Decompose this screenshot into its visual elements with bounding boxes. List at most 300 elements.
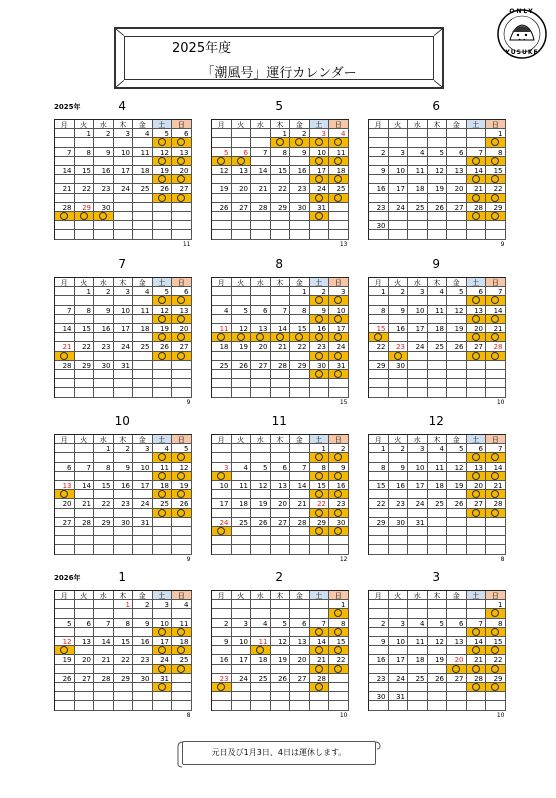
circle-mark-icon — [158, 138, 166, 146]
date-cell — [408, 361, 428, 370]
date-cell: 7 — [486, 444, 506, 453]
date-cell — [55, 536, 75, 545]
date-cell: 13 — [172, 148, 192, 157]
operation-cell — [389, 296, 409, 305]
weekday-header: 金 — [133, 278, 153, 287]
operation-cell — [428, 296, 448, 305]
date-cell: 22 — [486, 655, 506, 664]
operation-cell — [369, 296, 389, 305]
operation-cell — [447, 333, 467, 342]
operation-cell — [232, 212, 252, 221]
operation-cell — [75, 315, 95, 324]
weekday-header: 月 — [55, 591, 75, 600]
date-cell: 12 — [172, 463, 192, 472]
date-cell: 18 — [428, 481, 448, 490]
date-cell: 27 — [172, 342, 192, 351]
date-cell — [94, 379, 114, 388]
date-cell — [369, 600, 389, 609]
date-cell — [408, 692, 428, 701]
date-cell: 12 — [212, 166, 232, 175]
operation-cell — [290, 609, 310, 618]
date-cell — [212, 536, 232, 545]
operation-day-marker — [153, 157, 173, 166]
operation-day-marker — [310, 212, 330, 221]
date-cell — [153, 203, 173, 212]
date-cell — [310, 536, 330, 545]
date-cell: 30 — [310, 361, 330, 370]
date-cell: 16 — [94, 166, 114, 175]
date-cell: 16 — [212, 655, 232, 664]
operation-day-marker — [329, 646, 349, 655]
date-cell: 25 — [133, 342, 153, 351]
date-cell: 23 — [389, 499, 409, 508]
operation-cell — [172, 545, 192, 554]
operation-cell — [133, 370, 153, 379]
operation-cell — [94, 296, 114, 305]
date-cell: 4 — [408, 619, 428, 628]
operation-cell — [310, 230, 330, 239]
date-cell — [389, 129, 409, 138]
operation-cell — [114, 296, 134, 305]
date-cell: 13 — [467, 463, 487, 472]
date-cell — [389, 379, 409, 388]
operation-day-marker — [329, 157, 349, 166]
month-calendar — [54, 590, 192, 711]
operation-cell — [133, 194, 153, 203]
date-cell: 8 — [369, 306, 389, 315]
circle-mark-icon — [177, 296, 185, 304]
operation-day-marker — [172, 296, 192, 305]
operation-day-marker — [467, 472, 487, 481]
date-cell: 14 — [467, 166, 487, 175]
date-cell: 16 — [329, 481, 349, 490]
date-cell — [447, 379, 467, 388]
circle-mark-icon — [177, 472, 185, 480]
date-cell: 28 — [251, 203, 271, 212]
weekday-header: 金 — [133, 435, 153, 444]
circle-mark-icon — [158, 315, 166, 323]
operation-cell — [212, 509, 232, 518]
weekday-header: 土 — [467, 278, 487, 287]
weekday-header: 日 — [329, 591, 349, 600]
date-cell: 19 — [153, 166, 173, 175]
operation-cell — [172, 370, 192, 379]
date-cell — [329, 536, 349, 545]
circle-mark-icon — [334, 628, 342, 636]
date-cell: 24 — [389, 674, 409, 683]
operation-cell — [114, 683, 134, 692]
date-cell — [486, 518, 506, 527]
date-cell: 17 — [114, 166, 134, 175]
weekday-header: 月 — [212, 435, 232, 444]
date-cell: 9 — [94, 148, 114, 157]
operation-cell — [369, 509, 389, 518]
circle-mark-icon — [158, 296, 166, 304]
operation-cell — [428, 628, 448, 637]
date-cell — [428, 692, 448, 701]
weekday-header: 火 — [75, 435, 95, 444]
operation-day-marker — [290, 333, 310, 342]
operation-cell — [55, 388, 75, 397]
operation-cell — [251, 545, 271, 554]
operation-day-marker — [467, 646, 487, 655]
year-label: 2026年 — [54, 574, 81, 582]
operation-cell — [271, 453, 291, 462]
month-title: 9 — [432, 257, 441, 271]
operation-day-marker — [290, 138, 310, 147]
operation-cell — [114, 352, 134, 361]
date-cell: 23 — [133, 655, 153, 664]
circle-mark-icon — [256, 646, 264, 654]
operation-day-marker — [310, 138, 330, 147]
date-cell: 5 — [428, 619, 448, 628]
operation-day-marker — [172, 352, 192, 361]
date-cell: 1 — [75, 287, 95, 296]
date-cell: 4 — [251, 619, 271, 628]
date-cell: 24 — [389, 203, 409, 212]
date-cell: 26 — [428, 674, 448, 683]
operation-day-marker — [153, 509, 173, 518]
weekday-header: 水 — [408, 120, 428, 129]
operation-cell — [55, 370, 75, 379]
weekday-header: 金 — [290, 435, 310, 444]
operation-cell — [271, 175, 291, 184]
circle-mark-icon — [177, 665, 185, 673]
operation-cell — [369, 683, 389, 692]
circle-mark-icon — [334, 296, 342, 304]
date-cell: 3 — [310, 129, 330, 138]
operation-cell — [408, 157, 428, 166]
operation-cell — [75, 609, 95, 618]
date-cell: 25 — [133, 184, 153, 193]
weekday-header: 火 — [389, 435, 409, 444]
date-cell: 6 — [55, 463, 75, 472]
weekday-header: 金 — [447, 278, 467, 287]
date-cell — [486, 379, 506, 388]
operation-day-marker — [486, 472, 506, 481]
circle-mark-icon — [334, 157, 342, 165]
date-cell: 12 — [447, 306, 467, 315]
operation-cell — [408, 628, 428, 637]
operation-cell — [55, 296, 75, 305]
operation-day-marker — [467, 194, 487, 203]
operation-day-marker — [467, 333, 487, 342]
date-cell — [212, 692, 232, 701]
operation-cell — [408, 490, 428, 499]
date-cell — [447, 221, 467, 230]
date-cell: 15 — [114, 637, 134, 646]
date-cell: 27 — [251, 361, 271, 370]
date-cell: 10 — [212, 481, 232, 490]
date-cell: 11 — [428, 463, 448, 472]
operation-cell — [251, 352, 271, 361]
weekday-header: 土 — [153, 435, 173, 444]
operation-cell — [486, 527, 506, 536]
date-cell: 8 — [486, 619, 506, 628]
operation-day-marker — [232, 333, 252, 342]
weekday-header: 金 — [133, 120, 153, 129]
date-cell: 4 — [428, 287, 448, 296]
operation-cell — [172, 527, 192, 536]
operation-cell — [212, 212, 232, 221]
weekday-header: 土 — [153, 120, 173, 129]
operation-cell — [428, 230, 448, 239]
date-cell: 9 — [389, 306, 409, 315]
date-cell — [133, 203, 153, 212]
operation-cell — [94, 665, 114, 674]
operation-day-marker — [172, 509, 192, 518]
operation-cell — [271, 352, 291, 361]
date-cell — [212, 379, 232, 388]
operation-day-marker — [329, 296, 349, 305]
operation-day-marker — [486, 453, 506, 462]
circle-mark-icon — [472, 212, 480, 220]
weekday-header: 月 — [212, 120, 232, 129]
footer-note — [182, 741, 376, 765]
date-cell — [133, 221, 153, 230]
operation-cell — [94, 646, 114, 655]
weekday-header: 木 — [114, 591, 134, 600]
operation-cell — [251, 628, 271, 637]
date-cell — [212, 221, 232, 230]
date-cell: 15 — [369, 481, 389, 490]
operation-cell — [251, 701, 271, 710]
operation-cell — [232, 628, 252, 637]
operation-cell — [447, 157, 467, 166]
operation-cell — [94, 315, 114, 324]
date-cell: 1 — [486, 129, 506, 138]
date-cell — [408, 129, 428, 138]
operation-cell — [133, 472, 153, 481]
operation-cell — [114, 628, 134, 637]
operation-cell — [428, 646, 448, 655]
operation-cell — [94, 628, 114, 637]
date-cell: 4 — [428, 444, 448, 453]
operation-day-marker — [55, 212, 75, 221]
circle-mark-icon — [491, 490, 499, 498]
circle-mark-icon — [472, 296, 480, 304]
date-cell: 11 — [212, 324, 232, 333]
date-cell: 25 — [251, 674, 271, 683]
operation-cell — [369, 609, 389, 618]
operation-cell — [369, 646, 389, 655]
operation-cell — [408, 527, 428, 536]
date-cell: 12 — [447, 463, 467, 472]
operation-cell — [290, 370, 310, 379]
date-cell — [290, 444, 310, 453]
date-cell — [232, 444, 252, 453]
date-cell: 28 — [94, 674, 114, 683]
month-title: 2 — [275, 570, 284, 584]
date-cell — [310, 692, 330, 701]
operation-cell — [251, 490, 271, 499]
operation-cell — [172, 212, 192, 221]
operation-cell — [408, 370, 428, 379]
date-cell: 12 — [153, 306, 173, 315]
date-cell: 7 — [55, 306, 75, 315]
operation-cell — [212, 194, 232, 203]
date-cell: 5 — [153, 287, 173, 296]
date-cell: 14 — [55, 324, 75, 333]
circle-mark-icon — [472, 628, 480, 636]
date-cell: 7 — [486, 287, 506, 296]
date-cell: 20 — [290, 655, 310, 664]
date-cell: 15 — [369, 324, 389, 333]
circle-mark-icon — [315, 490, 323, 498]
operation-cell — [389, 453, 409, 462]
circle-mark-icon — [315, 472, 323, 480]
operation-cell — [94, 333, 114, 342]
date-cell: 1 — [329, 600, 349, 609]
date-cell: 15 — [310, 481, 330, 490]
operation-cell — [232, 138, 252, 147]
date-cell — [94, 600, 114, 609]
operation-cell — [232, 665, 252, 674]
operation-day-count: 11 — [182, 240, 191, 248]
operation-cell — [408, 296, 428, 305]
date-cell: 3 — [389, 148, 409, 157]
date-cell: 28 — [55, 203, 75, 212]
operation-cell — [232, 296, 252, 305]
circle-mark-icon — [177, 315, 185, 323]
circle-mark-icon — [472, 194, 480, 202]
operation-cell — [94, 490, 114, 499]
date-cell: 24 — [232, 674, 252, 683]
operation-day-count: 8 — [500, 555, 505, 563]
operation-cell — [408, 388, 428, 397]
circle-mark-icon — [315, 194, 323, 202]
date-cell: 22 — [75, 342, 95, 351]
circle-mark-icon — [334, 472, 342, 480]
date-cell: 29 — [271, 203, 291, 212]
date-cell: 13 — [271, 481, 291, 490]
circle-mark-icon — [60, 352, 68, 360]
date-cell: 24 — [212, 518, 232, 527]
weekday-header: 火 — [232, 591, 252, 600]
operation-cell — [75, 296, 95, 305]
operation-cell — [94, 352, 114, 361]
operation-cell — [114, 701, 134, 710]
operation-cell — [428, 315, 448, 324]
operation-cell — [153, 609, 173, 618]
operation-cell — [153, 388, 173, 397]
date-cell: 18 — [153, 481, 173, 490]
weekday-header: 木 — [428, 120, 448, 129]
operation-cell — [212, 175, 232, 184]
date-cell: 7 — [94, 619, 114, 628]
date-cell: 5 — [212, 148, 232, 157]
operation-cell — [290, 352, 310, 361]
date-cell — [232, 287, 252, 296]
date-cell: 1 — [290, 287, 310, 296]
date-cell — [251, 692, 271, 701]
circle-mark-icon — [158, 490, 166, 498]
operation-day-marker — [172, 453, 192, 462]
circle-mark-icon — [177, 490, 185, 498]
date-cell: 20 — [75, 655, 95, 664]
weekday-header: 土 — [467, 120, 487, 129]
circle-mark-icon — [394, 352, 402, 360]
operation-day-marker — [75, 212, 95, 221]
operation-day-marker — [329, 194, 349, 203]
date-cell: 25 — [408, 203, 428, 212]
operation-cell — [369, 230, 389, 239]
circle-mark-icon — [217, 157, 225, 165]
operation-cell — [486, 230, 506, 239]
circle-mark-icon — [491, 138, 499, 146]
date-cell — [329, 379, 349, 388]
operation-cell — [133, 138, 153, 147]
date-cell: 2 — [133, 600, 153, 609]
date-cell: 5 — [271, 619, 291, 628]
date-cell: 11 — [428, 306, 448, 315]
date-cell — [153, 536, 173, 545]
operation-cell — [232, 230, 252, 239]
operation-day-marker — [251, 333, 271, 342]
date-cell: 22 — [75, 184, 95, 193]
date-cell: 8 — [369, 463, 389, 472]
date-cell — [153, 379, 173, 388]
date-cell: 11 — [408, 166, 428, 175]
circle-mark-icon — [315, 665, 323, 673]
date-cell — [467, 221, 487, 230]
date-cell: 6 — [271, 463, 291, 472]
date-cell: 1 — [486, 600, 506, 609]
circle-mark-icon — [334, 370, 342, 378]
operation-cell — [114, 545, 134, 554]
operation-cell — [232, 352, 252, 361]
month-title: 7 — [118, 257, 127, 271]
month-calendar — [211, 119, 349, 240]
date-cell: 25 — [428, 342, 448, 351]
operation-cell — [133, 545, 153, 554]
date-cell: 21 — [251, 184, 271, 193]
circle-mark-icon — [491, 453, 499, 461]
operation-day-marker — [447, 665, 467, 674]
operation-day-marker — [310, 194, 330, 203]
operation-cell — [369, 388, 389, 397]
weekday-header: 金 — [290, 591, 310, 600]
date-cell: 15 — [329, 637, 349, 646]
operation-cell — [408, 453, 428, 462]
operation-cell — [290, 157, 310, 166]
operation-cell — [212, 453, 232, 462]
operation-day-marker — [467, 315, 487, 324]
operation-day-marker — [55, 646, 75, 655]
operation-day-marker — [329, 472, 349, 481]
date-cell: 30 — [369, 221, 389, 230]
date-cell: 18 — [172, 637, 192, 646]
circle-mark-icon — [491, 665, 499, 673]
operation-cell — [251, 665, 271, 674]
date-cell: 24 — [310, 184, 330, 193]
date-cell: 14 — [251, 166, 271, 175]
date-cell: 12 — [428, 166, 448, 175]
operation-cell — [428, 683, 448, 692]
date-cell: 4 — [408, 148, 428, 157]
operation-cell — [55, 683, 75, 692]
operation-cell — [369, 175, 389, 184]
operation-day-marker — [310, 472, 330, 481]
weekday-header: 月 — [369, 591, 389, 600]
operation-day-marker — [153, 296, 173, 305]
operation-cell — [408, 472, 428, 481]
operation-cell — [290, 527, 310, 536]
date-cell — [133, 692, 153, 701]
operation-day-marker — [329, 352, 349, 361]
date-cell: 7 — [467, 619, 487, 628]
operation-cell — [271, 230, 291, 239]
